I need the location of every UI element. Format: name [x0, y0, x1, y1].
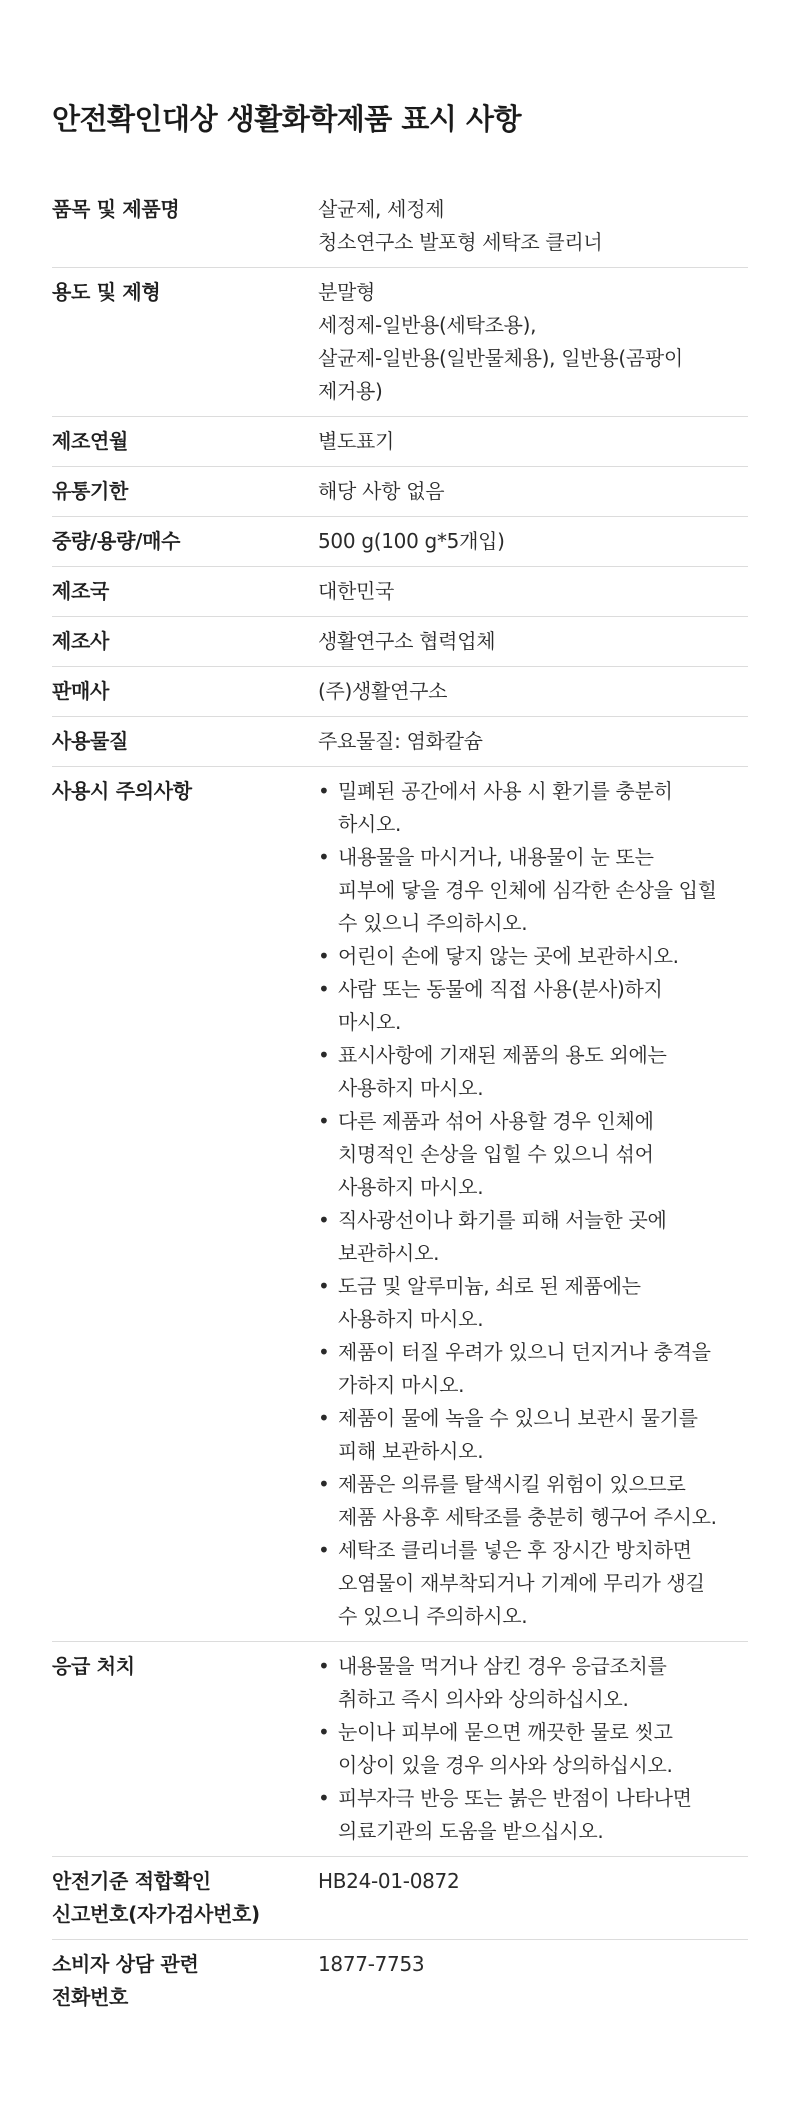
value-line: • 세탁조 클리너를 넣은 후 장시간 방치하면	[338, 1538, 692, 1562]
row-value	[318, 417, 748, 467]
value-line: 이상이 있을 경우 의사와 상의하십시오.	[338, 1753, 673, 1777]
row-value	[318, 185, 748, 268]
value-line: 제거용)	[318, 379, 383, 403]
value-line: • 제품은 의류를 탈색시킬 위험이 있으므로	[338, 1472, 686, 1496]
row-value	[318, 617, 748, 667]
value-line: 사용하지 마시오.	[338, 1076, 484, 1100]
list-item	[318, 1270, 748, 1336]
value-line: 생활연구소 협력업체	[318, 629, 496, 653]
list-item	[318, 1039, 748, 1105]
row-value	[318, 467, 748, 517]
list-item	[318, 841, 748, 940]
row-label: 제조사	[52, 617, 318, 667]
table-row-precautions	[52, 767, 748, 1642]
table-row	[52, 268, 748, 417]
first-aid-list	[318, 1650, 748, 1848]
value-line: 별도표기	[318, 429, 395, 453]
list-item	[318, 1105, 748, 1204]
list-item	[318, 1534, 748, 1633]
row-label: 유통기한	[52, 467, 318, 517]
value-line: 가하지 마시오.	[338, 1373, 465, 1397]
row-label	[52, 1940, 318, 2023]
row-label: 판매사	[52, 667, 318, 717]
value-line: • 내용물을 마시거나, 내용물이 눈 또는	[338, 845, 654, 869]
value-line: 500 g(100 g*5개입)	[318, 529, 505, 553]
precautions-list	[318, 775, 748, 1633]
row-value	[318, 567, 748, 617]
label-line: 소비자 상담 관련	[52, 1952, 199, 1976]
value-line: (주)생활연구소	[318, 679, 448, 703]
label-line: 신고번호(자가검사번호)	[52, 1902, 260, 1926]
value-line: 의료기관의 도움을 받으십시오.	[338, 1819, 604, 1843]
value-line: 피해 보관하시오.	[338, 1439, 484, 1463]
table-row-first-aid	[52, 1642, 748, 1857]
row-label	[52, 1857, 318, 1940]
list-item	[318, 1716, 748, 1782]
value-line: 세정제-일반용(세탁조용),	[318, 313, 537, 337]
row-value	[318, 268, 748, 417]
value-line: • 표시사항에 기재된 제품의 용도 외에는	[338, 1043, 667, 1067]
row-label: 제조연월	[52, 417, 318, 467]
table-row-consumer-phone	[52, 1940, 748, 2023]
table-row	[52, 417, 748, 467]
table-row	[52, 567, 748, 617]
value-line: 사용하지 마시오.	[338, 1175, 484, 1199]
value-line: • 눈이나 피부에 묻으면 깨끗한 물로 씻고	[338, 1720, 673, 1744]
value-line: 마시오.	[338, 1010, 402, 1034]
list-item	[318, 1650, 748, 1716]
value-line: 청소연구소 발포형 세탁조 클리너	[318, 230, 603, 254]
table-row	[52, 517, 748, 567]
list-item	[318, 1336, 748, 1402]
row-value	[318, 717, 748, 767]
value-line: • 도금 및 알루미늄, 쇠로 된 제품에는	[338, 1274, 641, 1298]
value-line: 대한민국	[318, 579, 395, 603]
value-line: • 다른 제품과 섞어 사용할 경우 인체에	[338, 1109, 654, 1133]
row-value	[318, 767, 748, 1642]
value-line: 분말형	[318, 280, 376, 304]
value-line: 보관하시오.	[338, 1241, 440, 1265]
table-row	[52, 667, 748, 717]
value-line: 주요물질: 염화칼슘	[318, 729, 483, 753]
value-line: 오염물이 재부착되거나 기계에 무리가 생길	[338, 1571, 705, 1595]
list-item	[318, 1468, 748, 1534]
row-label: 사용시 주의사항	[52, 767, 318, 1642]
table-row	[52, 717, 748, 767]
row-value	[318, 1642, 748, 1857]
value-line: 하시오.	[338, 812, 402, 836]
row-value: HB24-01-0872	[318, 1857, 748, 1940]
page-title: 안전확인대상 생활화학제품 표시 사항	[52, 102, 522, 136]
value-line: • 제품이 터질 우려가 있으니 던지거나 충격을	[338, 1340, 711, 1364]
label-line: 전화번호	[52, 1985, 129, 2009]
list-item	[318, 973, 748, 1039]
value-line: • 내용물을 먹거나 삼킨 경우 응급조치를	[338, 1654, 667, 1678]
product-info-table	[52, 185, 748, 2022]
list-item	[318, 1204, 748, 1270]
row-value	[318, 667, 748, 717]
label-line: 안전기준 적합확인	[52, 1869, 211, 1893]
value-line: 취하고 즉시 의사와 상의하십시오.	[338, 1687, 629, 1711]
row-label: 품목 및 제품명	[52, 185, 318, 268]
value-line: 사용하지 마시오.	[338, 1307, 484, 1331]
value-line: • 직사광선이나 화기를 피해 서늘한 곳에	[338, 1208, 667, 1232]
row-value	[318, 517, 748, 567]
value-line: • 사람 또는 동물에 직접 사용(분사)하지	[338, 977, 663, 1001]
row-label: 용도 및 제형	[52, 268, 318, 417]
list-item	[318, 1402, 748, 1468]
row-label: 응급 처치	[52, 1642, 318, 1857]
value-line: 치명적인 손상을 입힐 수 있으니 섞어	[338, 1142, 654, 1166]
row-label: 제조국	[52, 567, 318, 617]
value-line: 제품 사용후 세탁조를 충분히 헹구어 주시오.	[338, 1505, 717, 1529]
row-value: 1877-7753	[318, 1952, 425, 1976]
value-line: • 제품이 물에 녹을 수 있으니 보관시 물기를	[338, 1406, 698, 1430]
value-line: • 밀폐된 공간에서 사용 시 환기를 충분히	[338, 779, 673, 803]
row-label: 사용물질	[52, 717, 318, 767]
value-line: • 어린이 손에 닿지 않는 곳에 보관하시오.	[338, 944, 679, 968]
row-label: 중량/용량/매수	[52, 517, 318, 567]
value-line: 살균제, 세정제	[318, 197, 445, 221]
list-item	[318, 940, 748, 973]
table-row	[52, 185, 748, 268]
list-item	[318, 775, 748, 841]
value-line: 살균제-일반용(일반물체용), 일반용(곰팡이	[318, 346, 683, 370]
table-row	[52, 467, 748, 517]
value-line: 수 있으니 주의하시오.	[338, 911, 528, 935]
value-line: 수 있으니 주의하시오.	[338, 1604, 528, 1628]
value-line: 해당 사항 없음	[318, 479, 445, 503]
list-item	[318, 1782, 748, 1848]
value-line: 피부에 닿을 경우 인체에 심각한 손상을 입힐	[338, 878, 717, 902]
table-row	[52, 617, 748, 667]
value-line: • 피부자극 반응 또는 붉은 반점이 나타나면	[338, 1786, 692, 1810]
table-row-report-number	[52, 1857, 748, 1940]
